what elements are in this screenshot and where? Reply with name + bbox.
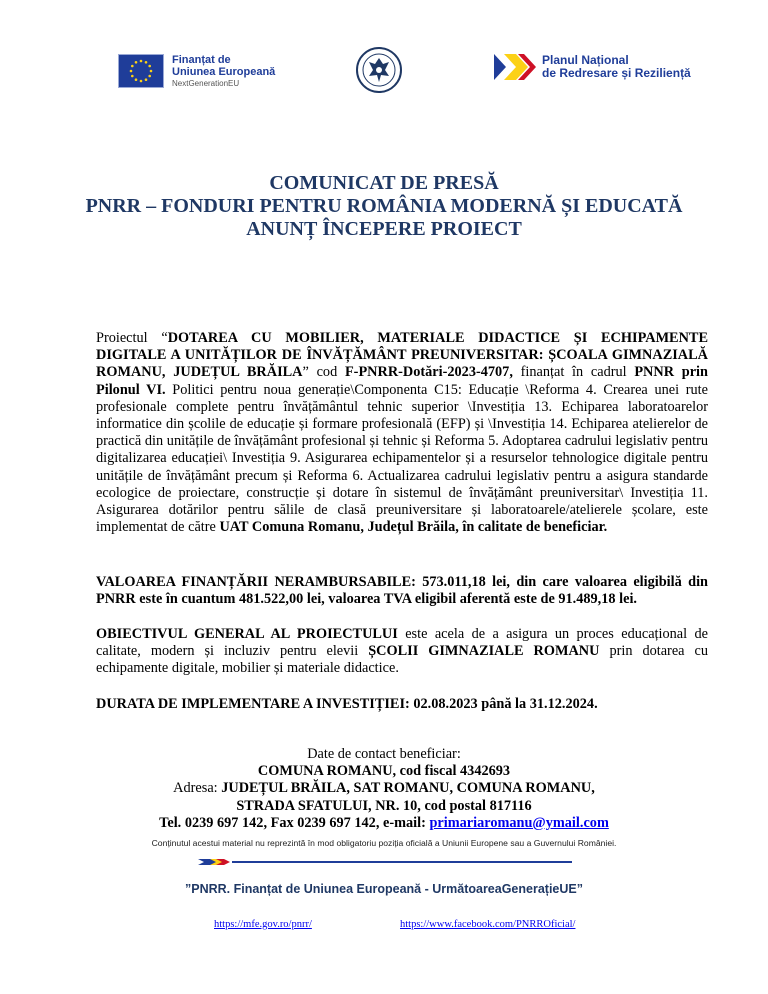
eu-logo-line2: Uniunea Europeană [172, 66, 276, 78]
address-line1: JUDEȚUL BRĂILA, SAT ROMANU, COMUNA ROMANU, [221, 780, 595, 797]
disclaimer: Conținutul acestui material nu reprezintă în mod obligatoriu poziția oficială a Uniunii Europene sau a Guvernului României. [151, 838, 617, 848]
contact-name: COMUNA ROMANU, cod fiscal 4342693 [257, 763, 511, 780]
pnrr-logo-line2: de Redresare și Reziliență [542, 66, 691, 80]
contact-address-line2: STRADA SFATULUI, NR. 10, cod postal 817116 [236, 797, 532, 814]
address-label: Adresa: [173, 780, 222, 797]
contact-heading: Date de contact beneficiar: [307, 746, 461, 762]
project-name: DOTAREA CU MOBILIER, MATERIALE DIDACTICE ȘI ECHIPAMENTE DIGITALE A UNITĂȚILOR DE ÎNVĂȚĂMÂNT PREUNIVERSITAR: ȘCOALA GIMNAZIALĂ ROMANU, JUDEȚUL BRĂILA [96, 330, 708, 381]
mfe-link[interactable]: https://mfe.gov.ro/pnrr/ [214, 919, 312, 930]
pnrr-logo-line1: Planul Național [542, 53, 629, 67]
project-code: F-PNRR-Dotări-2023-4707, [344, 364, 513, 381]
p1-description: Politici pentru noua generație\Componenta C15: Educație \Reforma 4. Crearea unei rute profesionale complete pentru învățământul tehnic superior \Investiția 13. Echiparea laboratoarelor informatice din școlile de educație și formare profesională (EFP) și \Investiția 14. Echiparea atelierelor de practică din unitățile de învățământ profesional și tehnic și Reforma 5. Adoptarea cadrului legislativ pentru digitalizarea educației\ Investiția 9. Asigurarea echipamentelor și a resurselor tehnologice digitale pentru unitățile de învățământ precum și Reforma 6. Actualizarea cadrului legislativ pentru a asigura standarde ecologice de proiectare, construcție și dotare în sistemul de învățământ preuniversitar\ Investiția 11. Asigurarea dotărilor pentru sălile de clasă preuniversitare și laboratoarele/atelierele școlare, este implementat de către [96, 381, 708, 536]
beneficiary: UAT Comuna Romanu, Județul Brăila, în calitate de beneficiar. [219, 519, 608, 536]
eu-logo-line3: NextGenerationEU [172, 79, 240, 88]
duration-paragraph: DURATA DE IMPLEMENTARE A INVESTIȚIEI: 02.08.2023 până la 31.12.2024. [96, 696, 598, 712]
pnrr-logo [494, 54, 691, 80]
objective-text2: prin dotarea cu echipamente digitale, mobilier și materiale didactice. [96, 643, 708, 677]
p1-financed: finanțat în cadrul [512, 364, 635, 381]
school-name: ȘCOLII GIMNAZIALE ROMANU [368, 643, 600, 660]
contact-phone: Tel. 0239 697 142, Fax 0239 697 142, e-mail: [159, 814, 430, 831]
contact-block [0, 746, 768, 832]
project-description-paragraph [96, 330, 708, 536]
facebook-link[interactable]: https://www.facebook.com/PNRROficial/ [400, 919, 576, 930]
romanian-government-emblem-icon [355, 46, 403, 94]
eu-funding-logo [118, 54, 275, 90]
p1-lead: Proiectul “ [96, 330, 168, 346]
pnrr-pilon: PNNR prin Pilonul VI. [96, 364, 708, 398]
page-title [0, 172, 768, 241]
funding-value-paragraph: VALOAREA FINANȚĂRII NERAMBURSABILE: 573.011,18 lei, din care valoarea eligibilă din PNRR este în cuantum 481.522,00 lei, valoarea TVA eligibil aferentă este de 91.489,18 lei. [96, 574, 708, 608]
eu-logo-line1: Finanțat de [172, 54, 231, 66]
contact-phone-line [0, 815, 768, 832]
pnrr-slogan: ”PNRR. Finanțat de Uniunea Europeană - UrmătoareaGenerațieUE” [184, 882, 583, 896]
objective-text1: este acela de a asigura un proces educațional de calitate, modern și incluziv pentru elevii [96, 626, 709, 660]
title-line2: PNRR – FONDURI PENTRU ROMÂNIA MODERNĂ ȘI EDUCATĂ [85, 195, 683, 217]
p1-cod-label: ” cod [302, 364, 345, 381]
eu-flag-icon [118, 54, 164, 88]
contact-address-line1 [0, 780, 768, 797]
title-line1: COMUNICAT DE PRESĂ [269, 172, 499, 194]
objective-paragraph [96, 626, 708, 678]
objective-label: OBIECTIVUL GENERAL AL PROIECTULUI [96, 626, 398, 642]
pnrr-flag-arrow-icon [494, 54, 536, 80]
title-line3: ANUNȚ ÎNCEPERE PROIECT [246, 218, 522, 240]
header-logos [0, 40, 768, 110]
email-link[interactable]: primariaromanu@ymail.com [429, 814, 609, 831]
footer-divider [198, 859, 572, 865]
